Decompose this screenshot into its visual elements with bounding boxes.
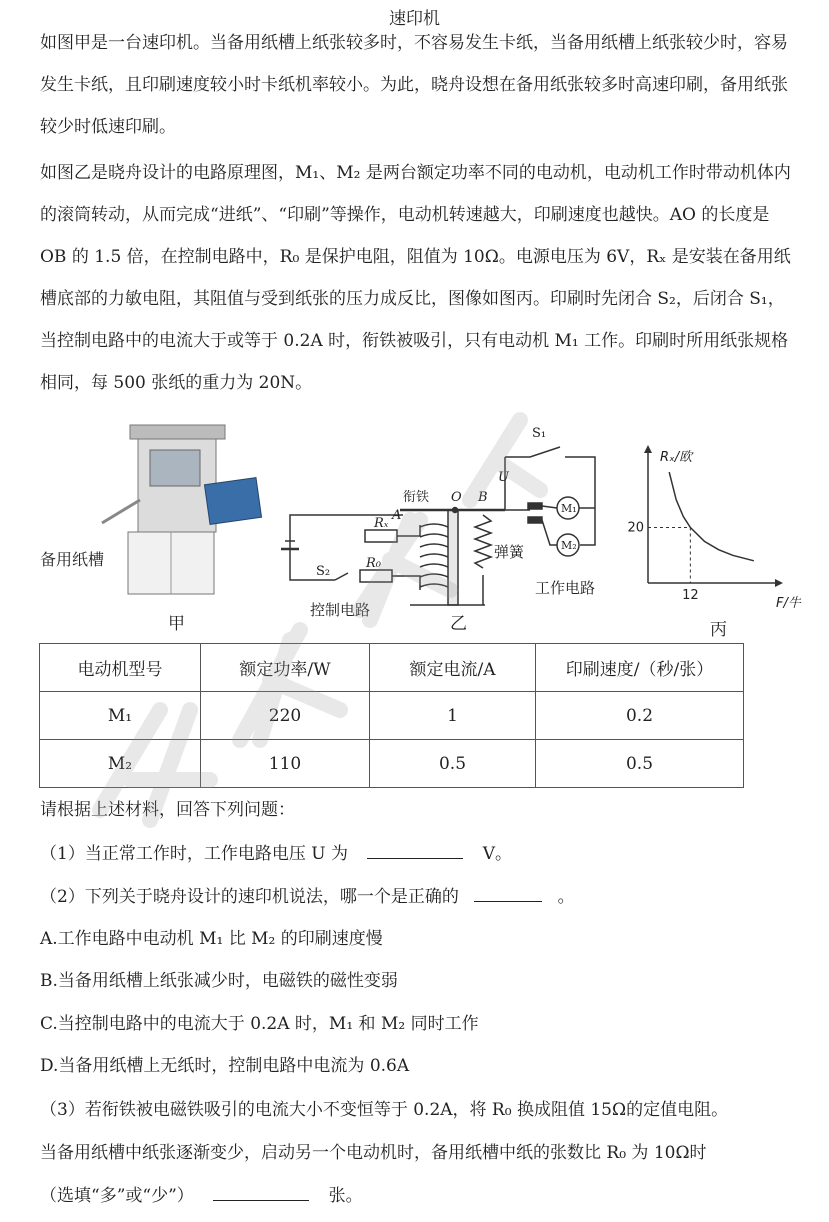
question-1-text: （1）当正常工作时，工作电路电压 U 为 [40, 844, 348, 864]
label-m1: M₁ [561, 502, 577, 515]
label-b: B [478, 490, 488, 505]
question-3-end: 张。 [328, 1186, 363, 1206]
questions-lead: 请根据上述材料，回答下列问题： [40, 800, 295, 820]
copier-illustration [102, 425, 262, 594]
caption-bing: 丙 [710, 620, 727, 640]
header-cell: 电动机型号 [40, 644, 201, 692]
question-3-line-1: （3）若衔铁被电磁铁吸引的电流大小不变恒等于 0.2A，将 R₀ 换成阻值 15Ω的定值电阻。 [40, 1100, 729, 1120]
table-cell: 220 [201, 692, 370, 740]
label-o: O [451, 490, 462, 505]
caption-yi: 乙 [450, 614, 467, 634]
y-tick-label: 20 [627, 520, 644, 536]
label-work-circuit: 工作电路 [535, 579, 596, 597]
intro-paragraph-2: 如图乙是晓舟设计的电路原理图，M₁、M₂ 是两台额定功率不同的电动机，电动机工作时带动机体内的滚筒转动，从而完成“进纸”、“印刷”等操作，电动机转速越大，印刷速度也越快。AO 的长度是 OB 的 1.5 倍，在控制电路中，R₀ 是保护电阻，阻值为 10Ω。电源电压为 6V，Rₓ 是安装在备用纸槽底部的力敏电阻，其阻值与受到纸张的压力成反比，图像如图丙。印刷时先闭合 S₂，后闭合 S₁，当控制电路中的电流大于或等于 0.2A 时，衔铁被吸引，只有电动机 M₁ 工作。印刷时所用纸张规格相同，每 500 张纸的重力为 20N。 [40, 163, 791, 393]
label-r0: R₀ [366, 556, 381, 571]
tray-label: 备用纸槽 [40, 550, 105, 569]
table-cell: 0.5 [370, 740, 536, 788]
table-cell: 0.2 [536, 692, 744, 740]
answer-blank-2[interactable] [474, 883, 542, 902]
x-axis-label: F/牛 [776, 596, 801, 611]
table-cell: 1 [370, 692, 536, 740]
figures [0, 415, 829, 645]
header-cell: 额定电流/A [370, 644, 536, 692]
option-c: C.当控制电路中的电流大于 0.2A 时，M₁ 和 M₂ 同时工作 [40, 1014, 479, 1034]
option-a: A.工作电路中电动机 M₁ 比 M₂ 的印刷速度慢 [40, 929, 383, 949]
question-3-choice-hint: （选填“多”或“少”） [40, 1186, 194, 1206]
question-2-end: 。 [557, 887, 575, 907]
page-title: 速印机 [389, 9, 440, 29]
header-cell: 额定功率/W [201, 644, 370, 692]
rx-curve [669, 472, 754, 561]
question-2 [40, 883, 575, 910]
answer-blank-3[interactable] [213, 1182, 309, 1201]
intro-paragraph-1: 如图甲是一台速印机。当备用纸槽上纸张较多时，不容易发生卡纸，当备用纸槽上纸张较少时，容易发生卡纸，且印刷速度较小时卡纸机率较小。为此，晓舟设想在备用纸张较多时高速印刷，备用纸张较少时低速印刷。 [40, 33, 788, 137]
table-row [40, 740, 744, 788]
label-spring: 弹簧 [494, 543, 525, 561]
header-cell: 印刷速度/（秒/张） [536, 644, 744, 692]
y-axis-label: Rₓ/欧 [660, 450, 693, 465]
x-tick-label: 12 [682, 588, 699, 603]
answer-blank-1[interactable] [367, 840, 463, 859]
rx-f-graph [627, 445, 801, 611]
label-u: U [498, 470, 509, 485]
option-d: D.当备用纸槽上无纸时，控制电路中电流为 0.6A [40, 1056, 410, 1076]
label-a: A [392, 508, 402, 523]
question-3-line-3 [40, 1182, 363, 1209]
label-rx: Rₓ [374, 516, 389, 531]
label-armature: 衔铁 [403, 490, 430, 505]
table-cell: 0.5 [536, 740, 744, 788]
table-header-row [40, 644, 744, 692]
table-row [40, 692, 744, 740]
label-control-circuit: 控制电路 [310, 601, 371, 619]
table-cell: M₂ [40, 740, 201, 788]
question-3-line-2: 当备用纸槽中纸张逐渐变少，启动另一个电动机时，备用纸槽中纸的张数比 R₀ 为 10Ω时 [40, 1143, 707, 1163]
label-m2: M₂ [561, 539, 577, 552]
question-1 [40, 840, 512, 867]
table-cell: 110 [201, 740, 370, 788]
question-1-unit: V。 [482, 844, 513, 864]
label-s1: S₁ [532, 426, 547, 441]
motor-spec-table [39, 643, 744, 788]
label-s2: S₂ [316, 564, 331, 579]
table-cell: M₁ [40, 692, 201, 740]
question-2-text: （2）下列关于晓舟设计的速印机说法，哪一个是正确的 [40, 887, 459, 907]
option-b: B.当备用纸槽上纸张减少时，电磁铁的磁性变弱 [40, 971, 398, 991]
caption-jia: 甲 [168, 614, 185, 634]
